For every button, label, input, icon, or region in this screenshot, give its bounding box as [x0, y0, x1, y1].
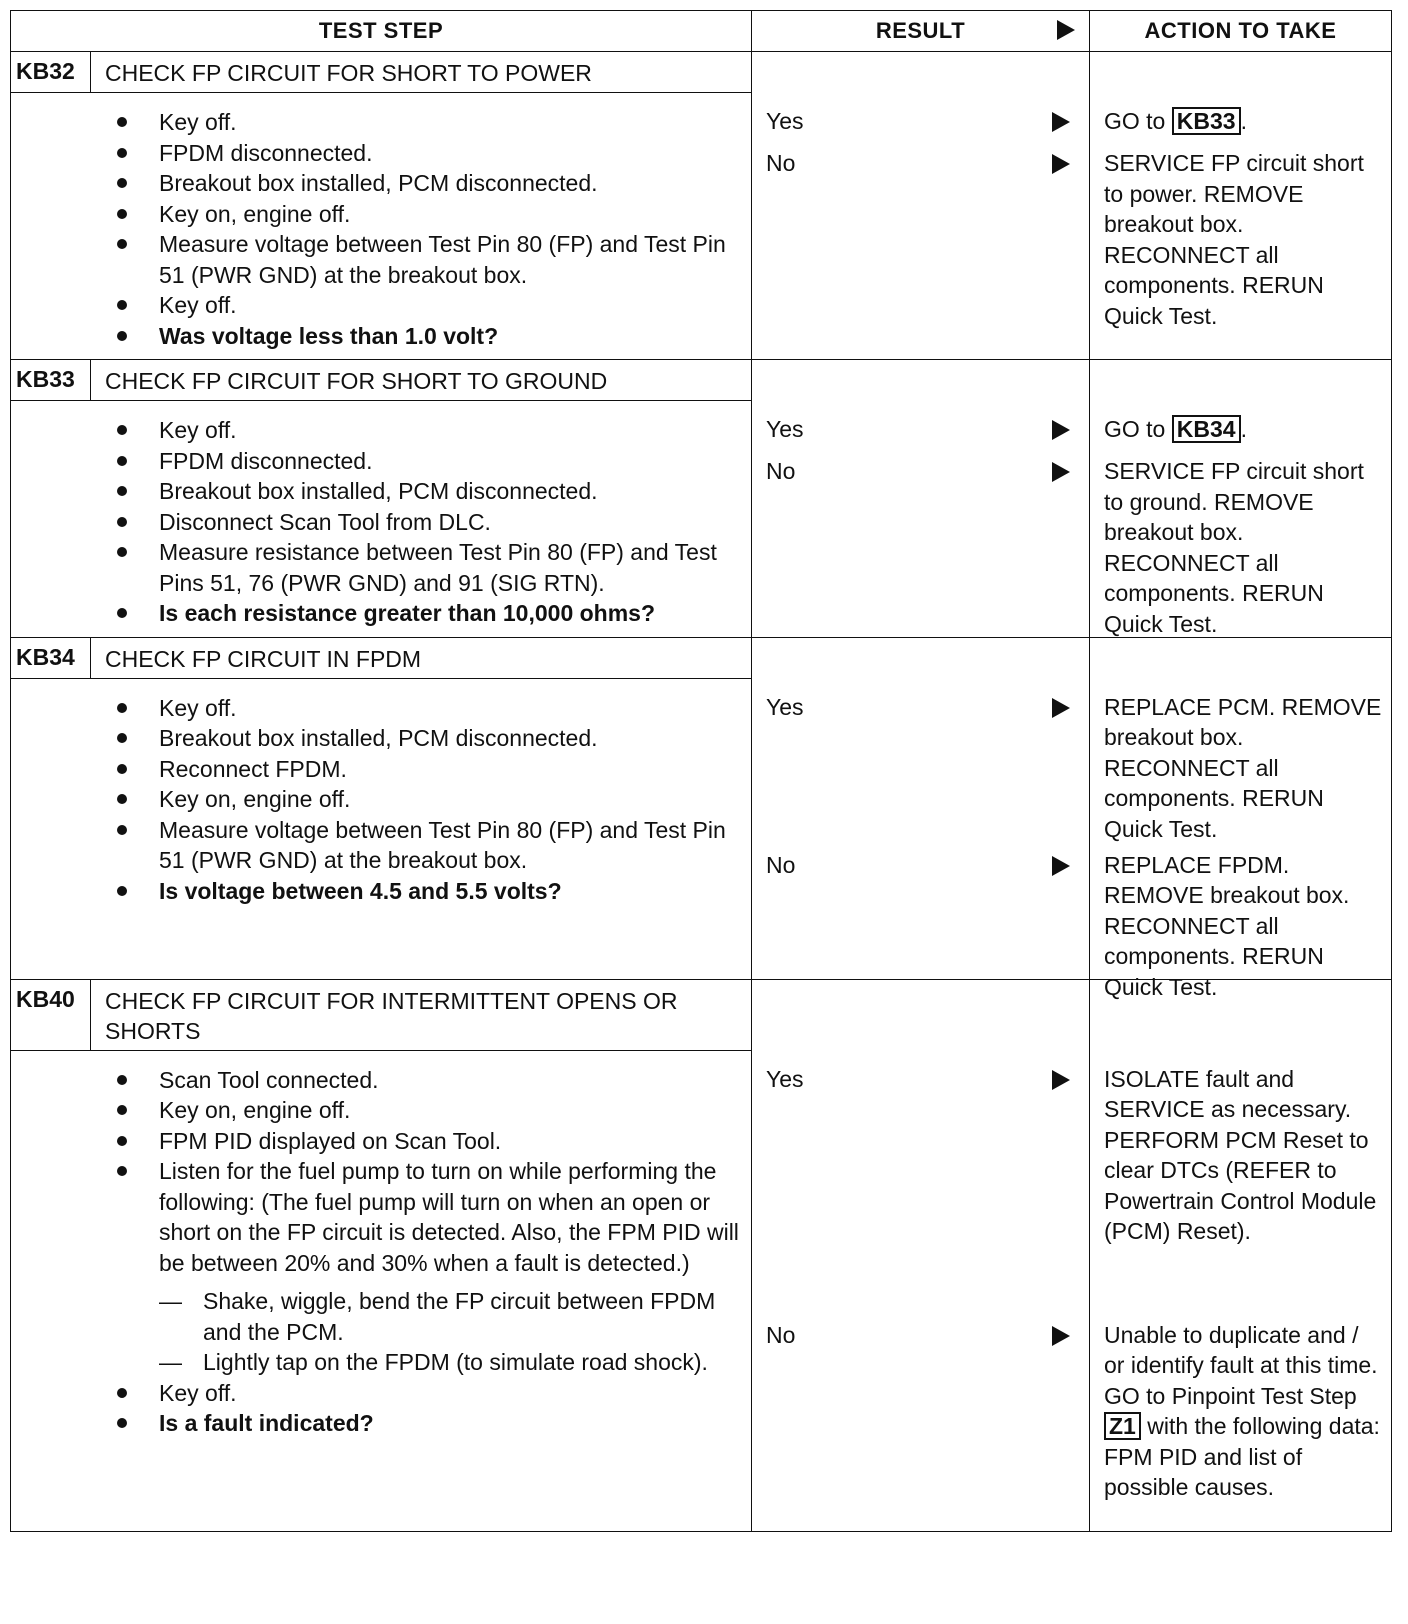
bullet-icon [117, 733, 127, 743]
arrow-icon [1052, 1326, 1070, 1346]
bullet-icon [117, 1075, 127, 1085]
arrow-icon [1052, 112, 1070, 132]
step-kb34-title-row [11, 637, 1392, 678]
result-cell [752, 637, 1090, 979]
step-kb33-title-row [11, 360, 1392, 401]
list-item-text: Is voltage between 4.5 and 5.5 volts? [159, 877, 562, 904]
list-item-text: Scan Tool connected. [159, 1066, 379, 1093]
step-title-cell [11, 360, 752, 401]
list-item-text: Key off. [159, 292, 237, 318]
result-no [766, 148, 795, 179]
list-item [103, 1065, 741, 1096]
table-header [11, 11, 1392, 52]
arrow-icon [1052, 420, 1070, 440]
list-item-text: Shake, wiggle, bend the FP circuit between FPDM and the PCM. [203, 1288, 716, 1345]
list-item [103, 107, 741, 138]
list-item [103, 693, 741, 724]
step-kb40-title-row [11, 979, 1392, 1050]
bullet-icon [117, 456, 127, 466]
bullet-icon [117, 1166, 127, 1176]
result-label: Yes [766, 108, 804, 134]
list-item [103, 815, 741, 876]
list-item [103, 754, 741, 785]
bullet-icon [117, 178, 127, 188]
result-no [766, 456, 795, 487]
list-item-text: Key on, engine off. [159, 786, 351, 812]
arrow-icon [1052, 1070, 1070, 1090]
list-item-text: Key off. [159, 109, 237, 135]
list-item [103, 168, 741, 199]
header-action: ACTION TO TAKE [1090, 11, 1392, 52]
result-no [766, 850, 795, 881]
arrow-icon [1057, 20, 1075, 40]
step-code: KB34 [11, 638, 91, 678]
list-item-text: Breakout box installed, PCM disconnected. [159, 478, 598, 504]
step-title: CHECK FP CIRCUIT FOR SHORT TO POWER [105, 60, 592, 86]
result-yes [766, 1064, 804, 1095]
list-item [103, 723, 741, 754]
result-yes [766, 692, 804, 723]
bullet-icon [117, 1388, 127, 1398]
list-item-question [103, 598, 741, 629]
list-item [103, 229, 741, 290]
list-item [103, 290, 741, 321]
bullet-icon [117, 239, 127, 249]
list-item-text: Is a fault indicated? [159, 1410, 374, 1436]
arrow-icon [1052, 698, 1070, 718]
arrow-icon [1052, 462, 1070, 482]
result-cell [752, 360, 1090, 638]
action-yes [1104, 106, 1383, 137]
list-item [103, 537, 741, 598]
list-item-text: Breakout box installed, PCM disconnected. [159, 170, 598, 196]
bullet-icon [117, 608, 127, 618]
list-item-text: FPDM disconnected. [159, 139, 373, 166]
step-title-cell [11, 979, 752, 1050]
action-cell [1090, 360, 1392, 638]
result-label: Yes [766, 1065, 804, 1092]
list-item-text: Key off. [159, 694, 237, 721]
step-body-cell [11, 678, 752, 979]
list-item [103, 784, 741, 815]
list-item-text: Key off. [159, 1379, 237, 1406]
step-code: KB33 [11, 360, 91, 400]
action-no: SERVICE FP circuit short to ground. REMOVE breakout box. RECONNECT all components. RERUN Quick Test. [1104, 458, 1364, 637]
header-result [752, 11, 1090, 52]
bullet-icon [117, 1105, 127, 1115]
bullet-icon [117, 886, 127, 896]
bullet-icon [117, 300, 127, 310]
arrow-icon [1052, 154, 1070, 174]
result-cell [752, 979, 1090, 1531]
step-reference-link[interactable]: KB34 [1172, 415, 1241, 443]
list-item-text: Key on, engine off. [159, 1097, 351, 1123]
header-result-label: RESULT [875, 18, 966, 43]
action-no [1104, 1320, 1383, 1503]
action-text: GO to [1104, 416, 1172, 442]
list-item [103, 507, 741, 538]
action-text: with the following data: FPM PID and list of possible causes. [1104, 1413, 1380, 1500]
step-title: CHECK FP CIRCUIT FOR INTERMITTENT OPENS OR SHORTS [105, 987, 678, 1044]
list-item [103, 476, 741, 507]
step-reference-link[interactable]: Z1 [1104, 1412, 1141, 1440]
result-yes [766, 106, 804, 137]
list-item-text: FPDM disconnected. [159, 447, 373, 474]
list-item-text: FPM PID displayed on Scan Tool. [159, 1127, 502, 1154]
action-text: . [1240, 108, 1247, 134]
bullet-icon [117, 117, 127, 127]
bullet-icon [117, 1418, 127, 1428]
bullet-icon [117, 425, 127, 435]
diagnostic-table-sheet [10, 10, 1391, 1532]
list-item [103, 1095, 741, 1126]
step-title: CHECK FP CIRCUIT FOR SHORT TO GROUND [105, 368, 608, 394]
step-checklist [11, 1051, 751, 1447]
action-yes: REPLACE PCM. REMOVE breakout box. RECONNECT all components. RERUN Quick Test. [1104, 693, 1382, 842]
bullet-icon [117, 517, 127, 527]
sub-list-item [159, 1286, 741, 1347]
list-item-question [103, 1408, 741, 1439]
list-item-text: Breakout box installed, PCM disconnected. [159, 725, 598, 751]
step-checklist [11, 93, 751, 359]
dash-icon: — [159, 1349, 182, 1375]
pinpoint-test-table [10, 10, 1392, 1532]
bullet-icon [117, 331, 127, 341]
bullet-icon [117, 148, 127, 158]
bullet-icon [117, 486, 127, 496]
step-title-cell [11, 52, 752, 93]
step-checklist [11, 401, 751, 637]
action-yes [1104, 414, 1383, 445]
list-item-text: Measure voltage between Test Pin 80 (FP) and Test Pin 51 (PWR GND) at the breakout box. [159, 231, 726, 288]
result-cell [752, 52, 1090, 360]
step-checklist [11, 679, 751, 915]
dash-icon: — [159, 1288, 182, 1314]
action-cell [1090, 637, 1392, 1000]
list-item-question [103, 321, 741, 352]
list-item-text: Lightly tap on the FPDM (to simulate road shock). [203, 1349, 708, 1375]
action-text: . [1240, 416, 1247, 442]
result-label: No [766, 1321, 796, 1348]
list-item [103, 1126, 741, 1157]
result-label: Yes [766, 693, 804, 720]
list-item-question [103, 876, 741, 907]
step-title: CHECK FP CIRCUIT IN FPDM [105, 645, 422, 672]
list-item [103, 446, 741, 477]
arrow-icon [1052, 856, 1070, 876]
result-label: No [766, 458, 796, 484]
step-kb32-title-row [11, 52, 1392, 93]
step-title-cell [11, 637, 752, 678]
action-cell [1090, 52, 1392, 360]
sub-list-item [159, 1347, 741, 1378]
list-item-text: Key off. [159, 417, 237, 443]
step-code: KB40 [11, 980, 91, 1050]
list-item [103, 199, 741, 230]
step-body-cell [11, 401, 752, 638]
list-item [103, 1378, 741, 1409]
list-item [103, 1156, 741, 1378]
list-item-text: Listen for the fuel pump to turn on while performing the following: (The fuel pump will turn on when an open or short on the FP circuit is detected. Also, the FPM PID will be between 20% and 30% when a fault is detected.) [159, 1158, 739, 1276]
step-reference-link[interactable]: KB33 [1172, 107, 1241, 135]
result-label: No [766, 150, 796, 176]
list-item-text: Measure resistance between Test Pin 80 (FP) and Test Pins 51, 76 (PWR GND) and 91 (SIG RTN). [159, 539, 717, 596]
result-label: No [766, 851, 796, 878]
list-item-text: Reconnect FPDM. [159, 755, 347, 782]
list-item [103, 138, 741, 169]
step-body-cell [11, 93, 752, 360]
sub-checklist [159, 1286, 741, 1378]
step-body-cell [11, 1050, 752, 1531]
action-no: SERVICE FP circuit short to power. REMOVE breakout box. RECONNECT all components. RERUN Quick Test. [1104, 150, 1364, 329]
bullet-icon [117, 825, 127, 835]
list-item-text: Disconnect Scan Tool from DLC. [159, 508, 491, 535]
bullet-icon [117, 209, 127, 219]
bullet-icon [117, 764, 127, 774]
bullet-icon [117, 794, 127, 804]
action-no: REPLACE FPDM. REMOVE breakout box. RECONNECT all components. RERUN Quick Test. [1104, 851, 1350, 1000]
bullet-icon [117, 1136, 127, 1146]
list-item [103, 415, 741, 446]
list-item-text: Key on, engine off. [159, 200, 351, 227]
bullet-icon [117, 547, 127, 557]
header-test-step: TEST STEP [11, 11, 752, 52]
step-code: KB32 [11, 52, 91, 92]
list-item-text: Is each resistance greater than 10,000 ohms? [159, 600, 656, 626]
result-label: Yes [766, 416, 804, 442]
result-yes [766, 414, 804, 445]
list-item-text: Was voltage less than 1.0 volt? [159, 322, 499, 349]
bullet-icon [117, 703, 127, 713]
list-item-text: Measure voltage between Test Pin 80 (FP) and Test Pin 51 (PWR GND) at the breakout box. [159, 816, 726, 873]
action-cell [1090, 979, 1392, 1531]
action-yes: ISOLATE fault and SERVICE as necessary. PERFORM PCM Reset to clear DTCs (REFER to Powertrain Control Module (PCM) Reset). [1104, 1065, 1377, 1244]
action-text: GO to [1104, 108, 1172, 134]
result-no [766, 1320, 795, 1351]
action-text: Unable to duplicate and / or identify fault at this time. GO to Pinpoint Test Step [1104, 1321, 1378, 1409]
